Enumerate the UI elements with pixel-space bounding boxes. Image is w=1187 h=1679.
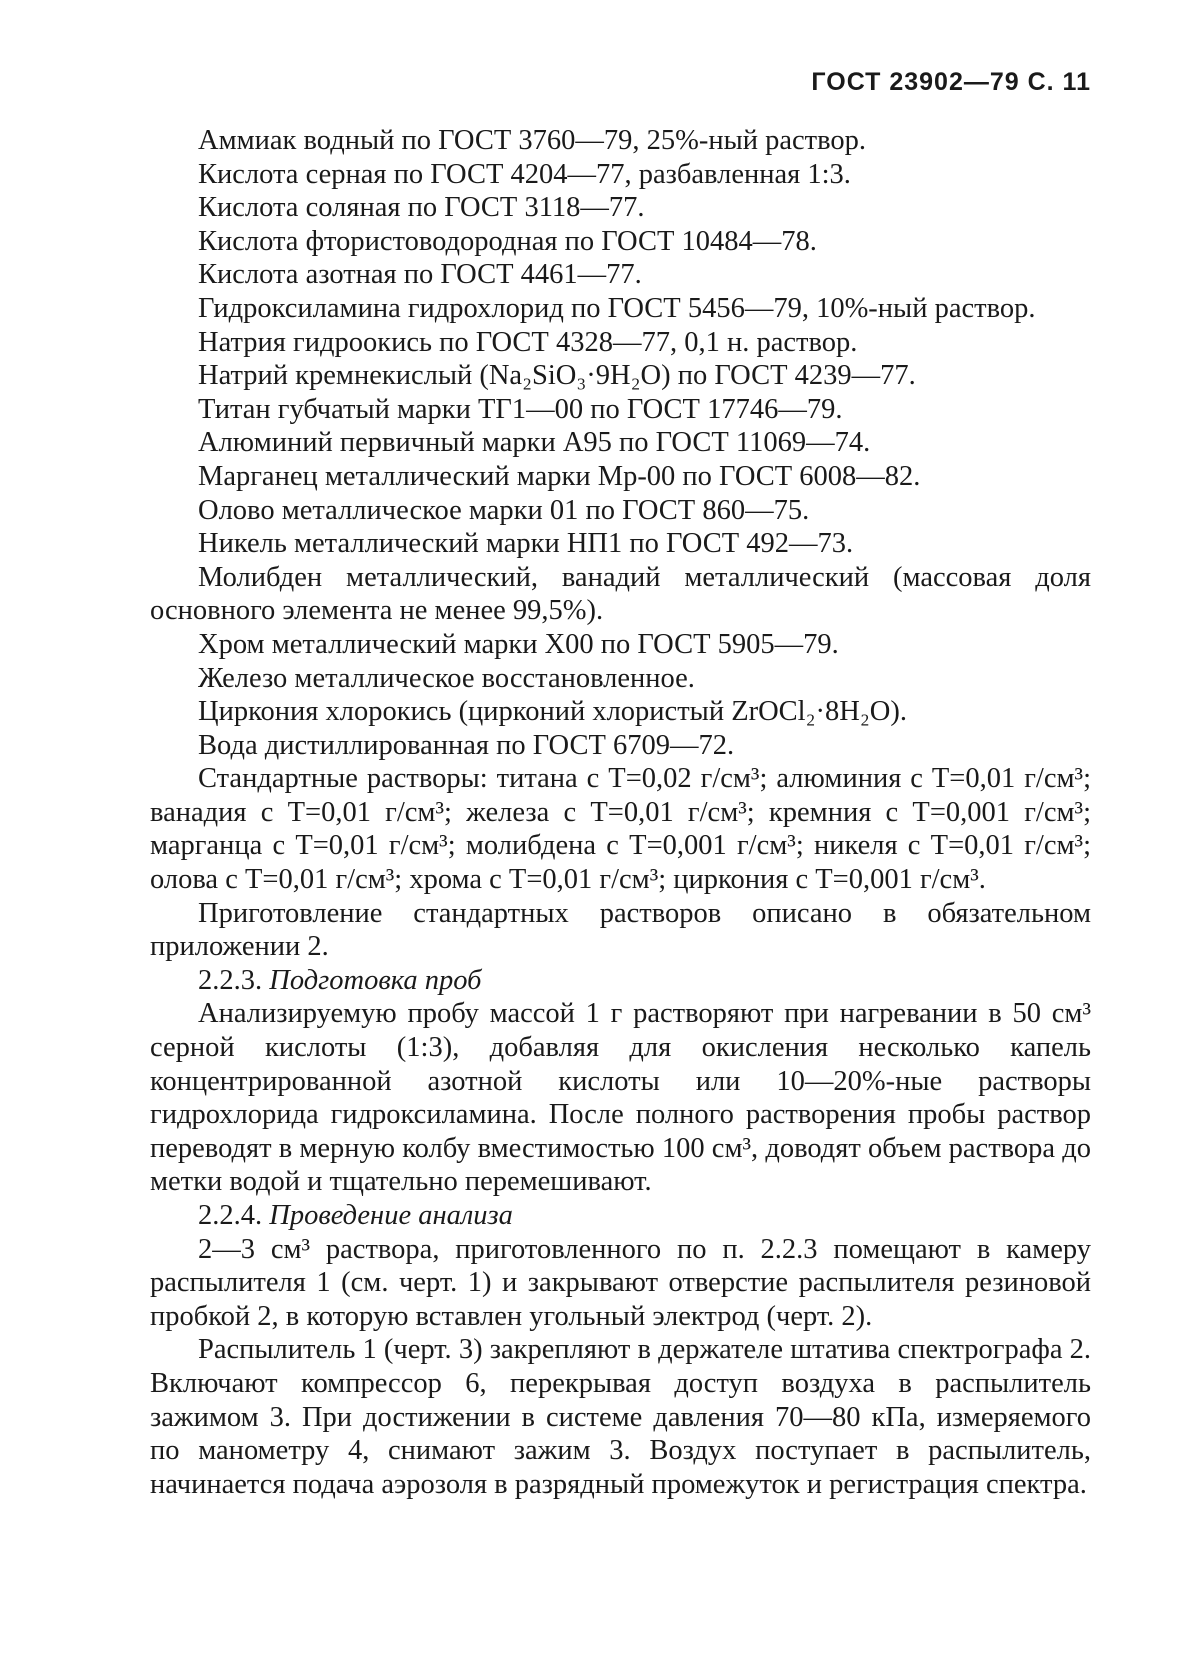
reagent-line: Кислота соляная по ГОСТ 3118—77. bbox=[198, 192, 645, 224]
standard-solutions: Стандартные растворы: титана с T=0,02 г/см³; алюминия с T=0,01 г/см³; ванадия с T=0,01 г/см³; железа с T=0,01 г/см³; кремния с T=0,001 г/см³; марганца с T=0,01 г/см³; молибдена с T=0,001 г/см³; никеля с T=0,01 г/см³; олова с T=0,01 г/см³; хрома с T=0,01 г/см³; циркония с T=0,001 г/см³. bbox=[150, 763, 1091, 896]
reagent-line: Алюминий первичный марки А95 по ГОСТ 11069—74. bbox=[198, 427, 871, 459]
reagent-line: Олово металлическое марки 01 по ГОСТ 860—75. bbox=[198, 494, 810, 526]
reagent-line: Титан губчатый марки ТГ1—00 по ГОСТ 17746—79. bbox=[198, 393, 843, 425]
reagent-line: Марганец металлический марки Мр-00 по ГОСТ 6008—82. bbox=[198, 460, 921, 492]
reagent-molybdenum: Молибден металлический, ванадий металлический (массовая доля основного элемента не менее 99,5%). bbox=[150, 561, 1091, 627]
reagent-line: Натрия гидроокись по ГОСТ 4328—77, 0,1 н. раствор. bbox=[198, 326, 858, 358]
reagent-line: Железо металлическое восстановленное. bbox=[198, 662, 695, 694]
reagent-line: Хром металлический марки Х00 по ГОСТ 5905—79. bbox=[198, 628, 839, 660]
analysis-paragraph-2: Распылитель 1 (черт. 3) закрепляют в держателе штатива спектрографа 2. Включают компрессор 6, перекрывая доступ воздуха в распылитель зажимом 3. При достижении в системе давления 70—80 кПа, измеряемого по манометру 4, снимают зажим 3. Воздух поступает в распылитель, начинается подача аэрозоля в разрядный промежуток и регистрация спектра. bbox=[150, 1334, 1091, 1500]
reagent-line: Аммиак водный по ГОСТ 3760—79, 25%-ный раствор. bbox=[198, 125, 867, 156]
standard-preparation-note: Приготовление стандартных растворов описано в обязательном приложении 2. bbox=[150, 897, 1091, 963]
reagent-line: Циркония хлорокись (цирконий хлористый ZrOCl₂·8H₂O). bbox=[198, 696, 907, 728]
reagent-line: Кислота серная по ГОСТ 4204—77, разбавленная 1:3. bbox=[198, 158, 851, 190]
section-number: 2.2.4. bbox=[198, 1200, 263, 1231]
reagent-line: Натрий кремнекислый (Na₂SiO₃·9H₂O) по ГОСТ 4239—77. bbox=[198, 360, 916, 392]
section-heading-2-2-4 bbox=[150, 1199, 1091, 1233]
section-title: Проведение анализа bbox=[269, 1200, 513, 1231]
reagent-line: Кислота фтористоводородная по ГОСТ 10484—78. bbox=[198, 225, 817, 257]
reagent-hydroxylamine: Гидроксиламина гидрохлорид по ГОСТ 5456—79, 10%-ный раствор. bbox=[198, 292, 1036, 324]
reagent-line: Никель металлический марки НП1 по ГОСТ 492—73. bbox=[198, 528, 854, 560]
reagent-line: Кислота азотная по ГОСТ 4461—77. bbox=[198, 259, 642, 291]
section-title: Подготовка проб bbox=[269, 964, 482, 996]
document-body bbox=[150, 124, 1091, 1501]
page-header: ГОСТ 23902—79 С. 11 bbox=[811, 68, 1091, 96]
sample-preparation-text: Анализируемую пробу массой 1 г растворяют при нагревании в 50 см³ серной кислоты (1:3), добавляя для окисления несколько капель концентрированной азотной кислоты или 10—20%-ные растворы гидрохлорида гидроксиламина. После полного растворения пробы раствор переводят в мерную колбу вместимостью 100 см³, доводят объем раствора до метки водой и тщательно перемешивают. bbox=[150, 998, 1091, 1198]
analysis-paragraph-1: 2—3 см³ раствора, приготовленного по п. 2.2.3 помещают в камеру распылителя 1 (см. черт. 1) и закрывают отверстие распылителя резиновой пробкой 2, в которую вставлен угольный электрод (черт. 2). bbox=[150, 1233, 1091, 1332]
section-number: 2.2.3. bbox=[198, 964, 263, 996]
section-heading-2-2-3 bbox=[150, 964, 1091, 998]
reagent-line: Вода дистиллированная по ГОСТ 6709—72. bbox=[198, 729, 735, 761]
